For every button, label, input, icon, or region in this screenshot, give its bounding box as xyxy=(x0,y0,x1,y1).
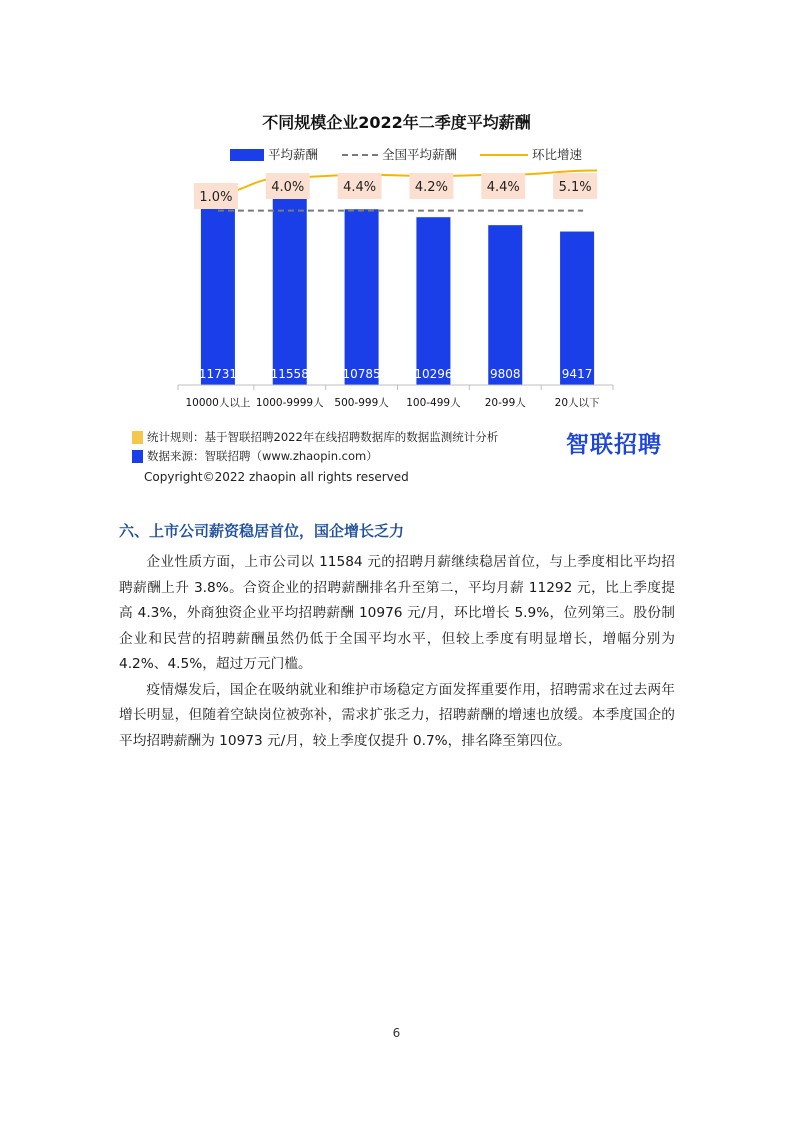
legend-label-growth: 环比增速 xyxy=(532,147,583,162)
growth-value-label: 4.2% xyxy=(414,180,448,195)
legend-label-national-average: 全国平均薪酬 xyxy=(382,147,458,162)
salary-bar xyxy=(345,209,379,385)
bar-value-label: 10785 xyxy=(342,367,381,381)
chart-title: 不同规模企业2022年二季度平均薪酬 xyxy=(262,113,531,132)
bar-value-label: 11558 xyxy=(270,367,309,381)
note-rule-swatch xyxy=(132,431,143,444)
bar-value-label: 9417 xyxy=(561,367,593,381)
zhaopin-logo: 智联招聘 xyxy=(566,432,662,458)
growth-value-label: 5.1% xyxy=(558,180,592,195)
category-label: 20人以下 xyxy=(554,397,600,409)
note-source-text: 数据来源：智联招聘（www.zhaopin.com） xyxy=(147,449,378,463)
category-label: 1000-9999人 xyxy=(255,397,324,409)
chart-notes xyxy=(132,428,498,466)
salary-bar xyxy=(270,197,309,385)
note-source-swatch xyxy=(132,450,143,463)
salary-bar xyxy=(414,217,453,385)
legend-line-swatch xyxy=(480,154,528,156)
salary-bar xyxy=(488,225,522,385)
note-rule-text: 统计规则：基于智联招聘2022年在线招聘数据库的数据监测统计分析 xyxy=(147,430,499,444)
body-paragraph: 企业性质方面，上市公司以 11584 元的招聘月薪继续稳居首位，与上季度相比平均招聘薪酬上升 3.8%。合资企业的招聘薪酬排名升至第二，平均月薪 11292 元，比上季度提高 4.3%，外商独资企业平均招聘薪酬 10976 元/月，环比增长 5.9%，位列第三。股份制企业和民营的招聘薪酬虽然仍低于全国平均水平，但较上季度有明显增长，增幅分别为 4.2%、4.5%，超过万元门槛。 xyxy=(119,554,675,672)
bar-value-label: 11731 xyxy=(198,367,238,381)
page-number: 6 xyxy=(392,1026,401,1040)
category-label: 100-499人 xyxy=(406,397,461,409)
growth-value-label: 4.4% xyxy=(343,180,377,195)
salary-bar xyxy=(198,194,238,385)
note-data-source xyxy=(132,447,498,466)
section-heading: 六、上市公司薪资稳居首位，国企增长乏力 xyxy=(119,522,405,540)
section-body xyxy=(119,550,675,754)
growth-value-label: 1.0% xyxy=(199,190,233,205)
category-label: 20-99人 xyxy=(484,397,526,409)
salary-bar xyxy=(560,232,594,385)
legend-bar-swatch xyxy=(230,149,264,161)
salary-chart xyxy=(160,165,620,415)
growth-value-label: 4.4% xyxy=(486,180,520,195)
category-label: 10000人以上 xyxy=(185,397,251,409)
bar-value-label: 9808 xyxy=(489,367,521,381)
bar-value-label: 10296 xyxy=(414,367,453,381)
growth-value-label: 4.0% xyxy=(271,180,305,195)
copyright-text: Copyright©2022 zhaopin all rights reserved xyxy=(144,470,409,484)
legend-label-salary: 平均薪酬 xyxy=(268,147,319,162)
legend-dash-swatch xyxy=(342,154,378,156)
category-label: 500-999人 xyxy=(334,397,389,409)
body-paragraph: 疫情爆发后，国企在吸纳就业和维护市场稳定方面发挥重要作用，招聘需求在过去两年增长明显，但随着空缺岗位被弥补，需求扩张乏力，招聘薪酬的增速也放缓。本季度国企的平均招聘薪酬为 10973 元/月，较上季度仅提升 0.7%，排名降至第四位。 xyxy=(119,681,675,749)
note-statistics-rule xyxy=(132,428,498,447)
growth-rate-line xyxy=(204,171,597,196)
